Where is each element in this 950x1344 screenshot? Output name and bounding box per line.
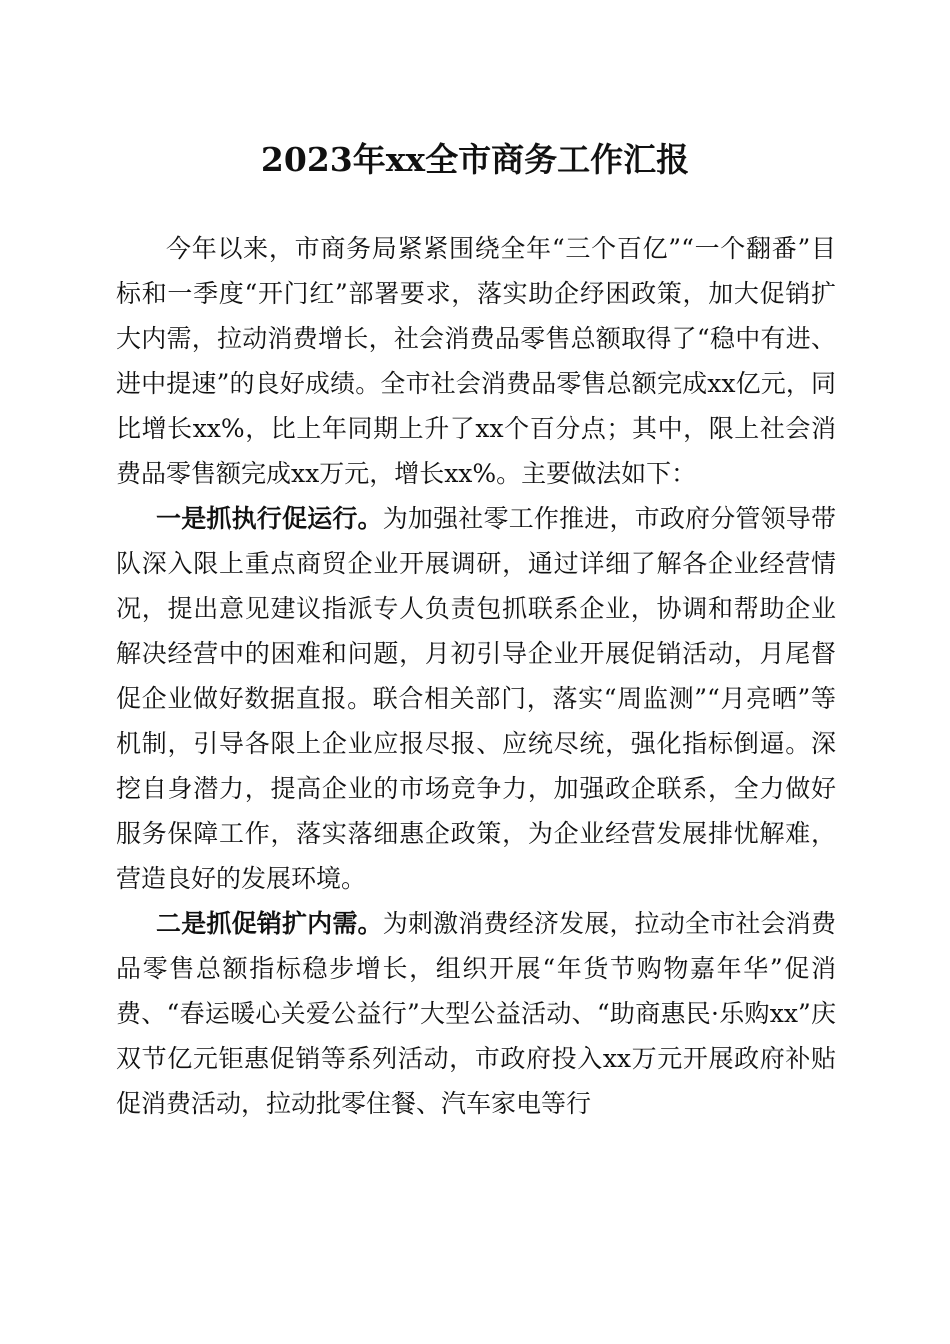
document-title: 2023年xx全市商务工作汇报 xyxy=(260,140,690,179)
section-1-text: 为加强社零工作推进，市政府分管领导带队深入限上重点商贸企业开展调研，通过详细了解各企业经营情况，提出意见建议指派专人负责包抓联系企业，协调和帮助企业解决经营中的困难和问题，月初引导企业开展促销活动，月尾督促企业做好数据直报。联合相关部门，落实“周监测”“月亮晒”等机制，引导各限上企业应报尽报、应统尽统，强化指标倒逼。深挖自身潜力，提高企业的市场竞争力，加强政企联系，全力做好服务保障工作，落实落细惠企政策，为企业经营发展排忧解难，营造良好的发展环境。 xyxy=(116,504,836,893)
section-1-heading: 一是抓执行促运行。 xyxy=(156,504,383,533)
section-paragraph-1 xyxy=(116,496,836,901)
section-2-heading: 二是抓促销扩内需。 xyxy=(156,909,383,938)
intro-paragraph xyxy=(116,226,836,496)
intro-paragraph-text: 今年以来，市商务局紧紧围绕全年“三个百亿”“一个翻番”目标和一季度“开门红”部署要求，落实助企纾困政策，加大促销扩大内需，拉动消费增长，社会消费品零售总额取得了“稳中有进、进中提速”的良好成绩。全市社会消费品零售总额完成xx亿元，同比增长xx%，比上年同期上升了xx个百分点；其中，限上社会消费品零售额完成xx万元，增长xx%。主要做法如下： xyxy=(116,234,836,488)
document-body xyxy=(116,226,836,1126)
section-2-text: 为刺激消费经济发展，拉动全市社会消费品零售总额指标稳步增长，组织开展“年货节购物嘉年华”促消费、“春运暖心关爱公益行”大型公益活动、“助商惠民·乐购xx”庆双节亿元钜惠促销等系列活动，市政府投入xx万元开展政府补贴促消费活动，拉动批零住餐、汽车家电等行 xyxy=(116,909,836,1118)
section-paragraph-2 xyxy=(116,901,836,1126)
